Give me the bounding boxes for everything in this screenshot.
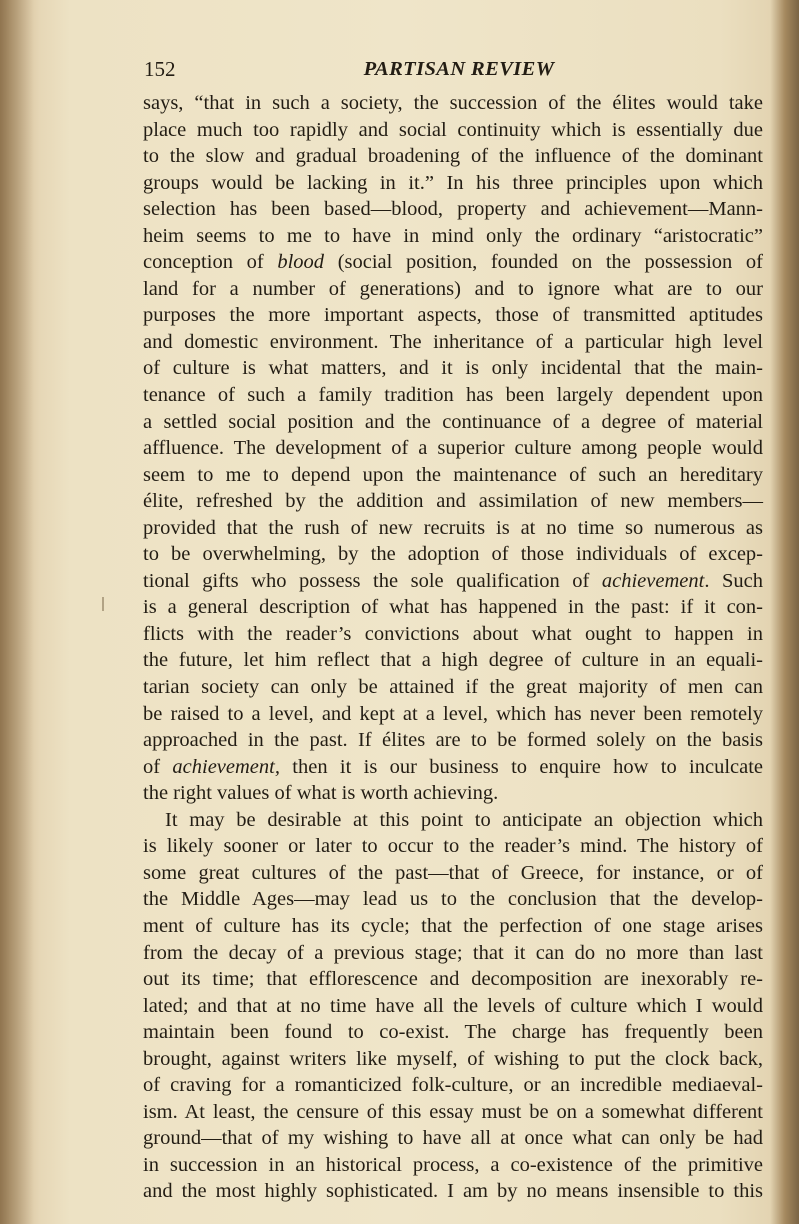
text-line: says, “that in such a society, the succession of the élites would take	[143, 92, 763, 114]
page-header	[144, 54, 764, 84]
text-line: some great cultures of the past—that of Greece, for instance, or of	[143, 861, 763, 884]
text-line: of culture is what matters, and it is only incidental that the main-	[143, 357, 763, 380]
spine-shadow	[0, 0, 34, 1224]
text-line: approached in the past. If élites are to be formed solely on the basis	[143, 729, 763, 752]
body-text	[143, 90, 763, 1205]
text-line: élite, refreshed by the addition and assimilation of new members—	[143, 490, 763, 513]
text-line: is a general description of what has happened in the past: if it con-	[143, 596, 763, 619]
text-line: tional gifts who possess the sole qualification of achievement. Such	[143, 569, 763, 592]
paragraph-end-line: the right values of what is worth achieving.	[143, 782, 499, 805]
text-line: tarian society can only be attained if the great majority of men can	[143, 676, 763, 699]
text-line: maintain been found to co-exist. The charge has frequently been	[143, 1021, 763, 1044]
text-line: land for a number of generations) and to ignore what are to our	[143, 277, 763, 300]
text-line: tenance of such a family tradition has been largely dependent upon	[143, 384, 763, 407]
page-number: 152	[144, 57, 176, 81]
italic-term: achievement	[601, 569, 705, 592]
text-line: is likely sooner or later to occur to the reader’s mind. The history of	[143, 835, 763, 858]
text-line: of achievement, then it is our business to enquire how to inculcate	[143, 755, 764, 778]
text-line: in succession in an historical process, a co-existence of the primitive	[143, 1153, 763, 1176]
text-line: heim seems to me to have in mind only the ordinary “aristocratic”	[143, 224, 763, 247]
italic-term: achievement,	[172, 755, 280, 778]
text-line: of craving for a romanticized folk-culture, or an incredible mediaeval-	[143, 1074, 763, 1097]
paragraph-start-line: It may be desirable at this point to anticipate an objection which	[165, 808, 763, 831]
text-line: ism. At least, the censure of this essay must be on a somewhat different	[143, 1100, 763, 1123]
text-line: a settled social position and the continuance of a degree of material	[143, 410, 763, 433]
text-line: and domestic environment. The inheritance of a particular high level	[143, 330, 763, 353]
text-line: place much too rapidly and social continuity which is essentially due	[143, 118, 763, 141]
text-line: ment of culture has its cycle; that the perfection of one stage arises	[143, 914, 763, 937]
text-line: the Middle Ages—may lead us to the conclusion that the develop-	[143, 888, 763, 911]
text-line: seem to me to depend upon the maintenance of such an hereditary	[143, 463, 763, 486]
text-line: selection has been based—blood, property and achievement—Mann-	[143, 198, 763, 221]
text-line: be raised to a level, and kept at a level, which has never been remotely	[143, 702, 763, 725]
text-line: conception of blood (social position, founded on the possession of	[143, 251, 763, 274]
italic-term: blood	[277, 251, 325, 274]
text-line: purposes the more important aspects, those of transmitted aptitudes	[143, 304, 763, 327]
text-line: brought, against writers like myself, of wishing to put the clock back,	[143, 1047, 763, 1070]
text-line: lated; and that at no time have all the levels of culture which I would	[143, 994, 763, 1017]
text-line: to the slow and gradual broadening of the influence of the dominant	[143, 145, 763, 168]
text-line: affluence. The development of a superior culture among people would	[143, 437, 763, 460]
text-line: flicts with the reader’s convictions about what ought to happen in	[143, 622, 763, 645]
running-head: PARTISAN REVIEW	[363, 58, 555, 80]
text-line: out its time; that efflorescence and decomposition are inexorably re-	[143, 968, 763, 991]
text-line: and the most highly sophisticated. I am by no means insensible to this	[143, 1180, 763, 1203]
text-line: the future, let him reflect that a high degree of culture in an equali-	[143, 649, 763, 672]
text-line: from the decay of a previous stage; that it can do no more than last	[143, 941, 763, 964]
text-line: to be overwhelming, by the adoption of those individuals of excep-	[143, 543, 763, 566]
text-line: groups would be lacking in it.” In his three principles upon which	[143, 171, 763, 194]
margin-mark	[102, 597, 104, 611]
text-line: provided that the rush of new recruits is at no time so numerous as	[143, 516, 763, 539]
text-line: ground—that of my wishing to have all at once what can only be had	[143, 1127, 763, 1150]
